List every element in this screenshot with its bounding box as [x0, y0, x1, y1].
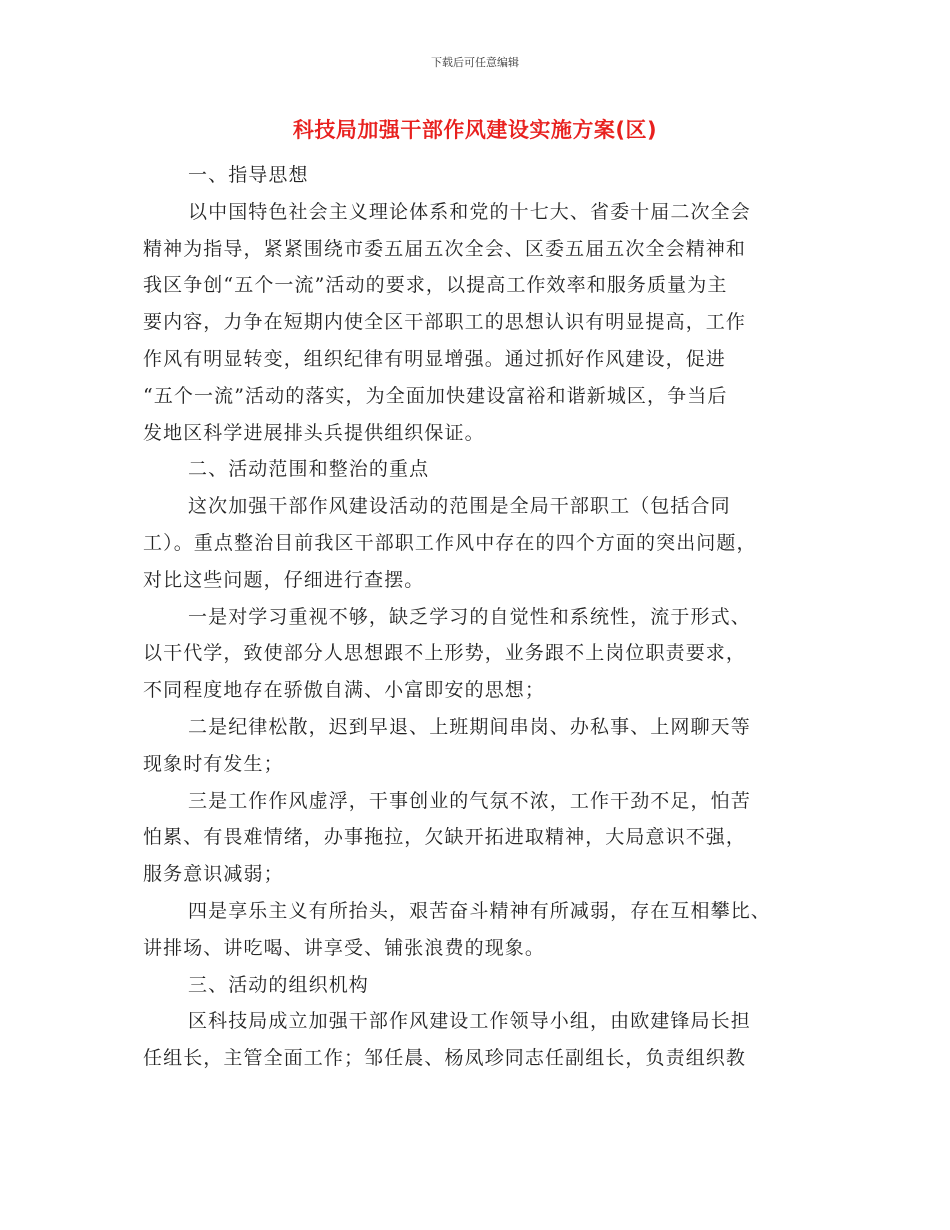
paragraph-line: 工）。重点整治目前我区干部职工作风中存在的四个方面的突出问题，: [143, 531, 757, 554]
paragraph-line: 区科技局成立加强干部作风建设工作领导小组，由欧建锋局长担: [188, 1010, 751, 1033]
paragraph-line: 我区争创“五个一流”活动的要求，以提高工作效率和服务质量为主: [143, 274, 728, 297]
document-body: [143, 157, 808, 1077]
paragraph-line: 二是纪律松散，迟到早退、上班期间串岗、办私事、上网聊天等: [188, 715, 751, 738]
section-heading: 二、活动范围和整治的重点: [188, 458, 430, 481]
paragraph-line: “五个一流”活动的落实，为全面加快建设富裕和谐新城区，争当后: [143, 384, 728, 407]
paragraph-line: 三是工作作风虚浮，干事创业的气氛不浓，工作干劲不足，怕苦: [188, 789, 751, 812]
header-note: 下载后可任意编辑: [431, 56, 519, 69]
paragraph-line: 发地区科学进展排头兵提供组织保证。: [143, 421, 485, 444]
paragraph-line: 以中国特色社会主义理论体系和党的十七大、省委十届二次全会: [188, 200, 751, 223]
paragraph-line: 作风有明显转变，组织纪律有明显增强。通过抓好作风建设，促进: [143, 347, 726, 370]
paragraph-line: 任组长，主管全面工作；邹任晨、杨凤珍同志任副组长，负责组织教: [143, 1047, 747, 1070]
paragraph-line: 要内容，力争在短期内使全区干部职工的思想认识有明显提高，工作: [143, 311, 747, 334]
paragraph-line: 一是对学习重视不够，缺乏学习的自觉性和系统性，流于形式、: [188, 605, 751, 628]
section-heading: 三、活动的组织机构: [188, 973, 369, 996]
paragraph-line: 以干代学，致使部分人思想跟不上形势，业务跟不上岗位职责要求，: [143, 642, 747, 665]
paragraph-line: 讲排场、讲吃喝、讲享受、铺张浪费的现象。: [143, 936, 546, 959]
paragraph-line: 服务意识减弱；: [143, 863, 284, 886]
paragraph-line: 不同程度地存在骄傲自满、小富即安的思想；: [143, 679, 546, 702]
paragraph-line: 怕累、有畏难情绪，办事拖拉，欠缺开拓进取精神，大局意识不强，: [143, 826, 747, 849]
paragraph-line: 精神为指导，紧紧围绕市委五届五次全会、区委五届五次全会精神和: [143, 237, 747, 260]
paragraph-line: 四是享乐主义有所抬头，艰苦奋斗精神有所减弱，存在互相攀比、: [188, 899, 771, 922]
document-title: 科技局加强干部作风建设实施方案(区): [292, 118, 658, 142]
paragraph-line: 对比这些问题，仔细进行查摆。: [143, 568, 425, 591]
paragraph-line: 这次加强干部作风建设活动的范围是全局干部职工（包括合同: [188, 495, 731, 518]
paragraph-line: 现象时有发生；: [143, 752, 284, 775]
section-heading: 一、指导思想: [188, 164, 309, 186]
